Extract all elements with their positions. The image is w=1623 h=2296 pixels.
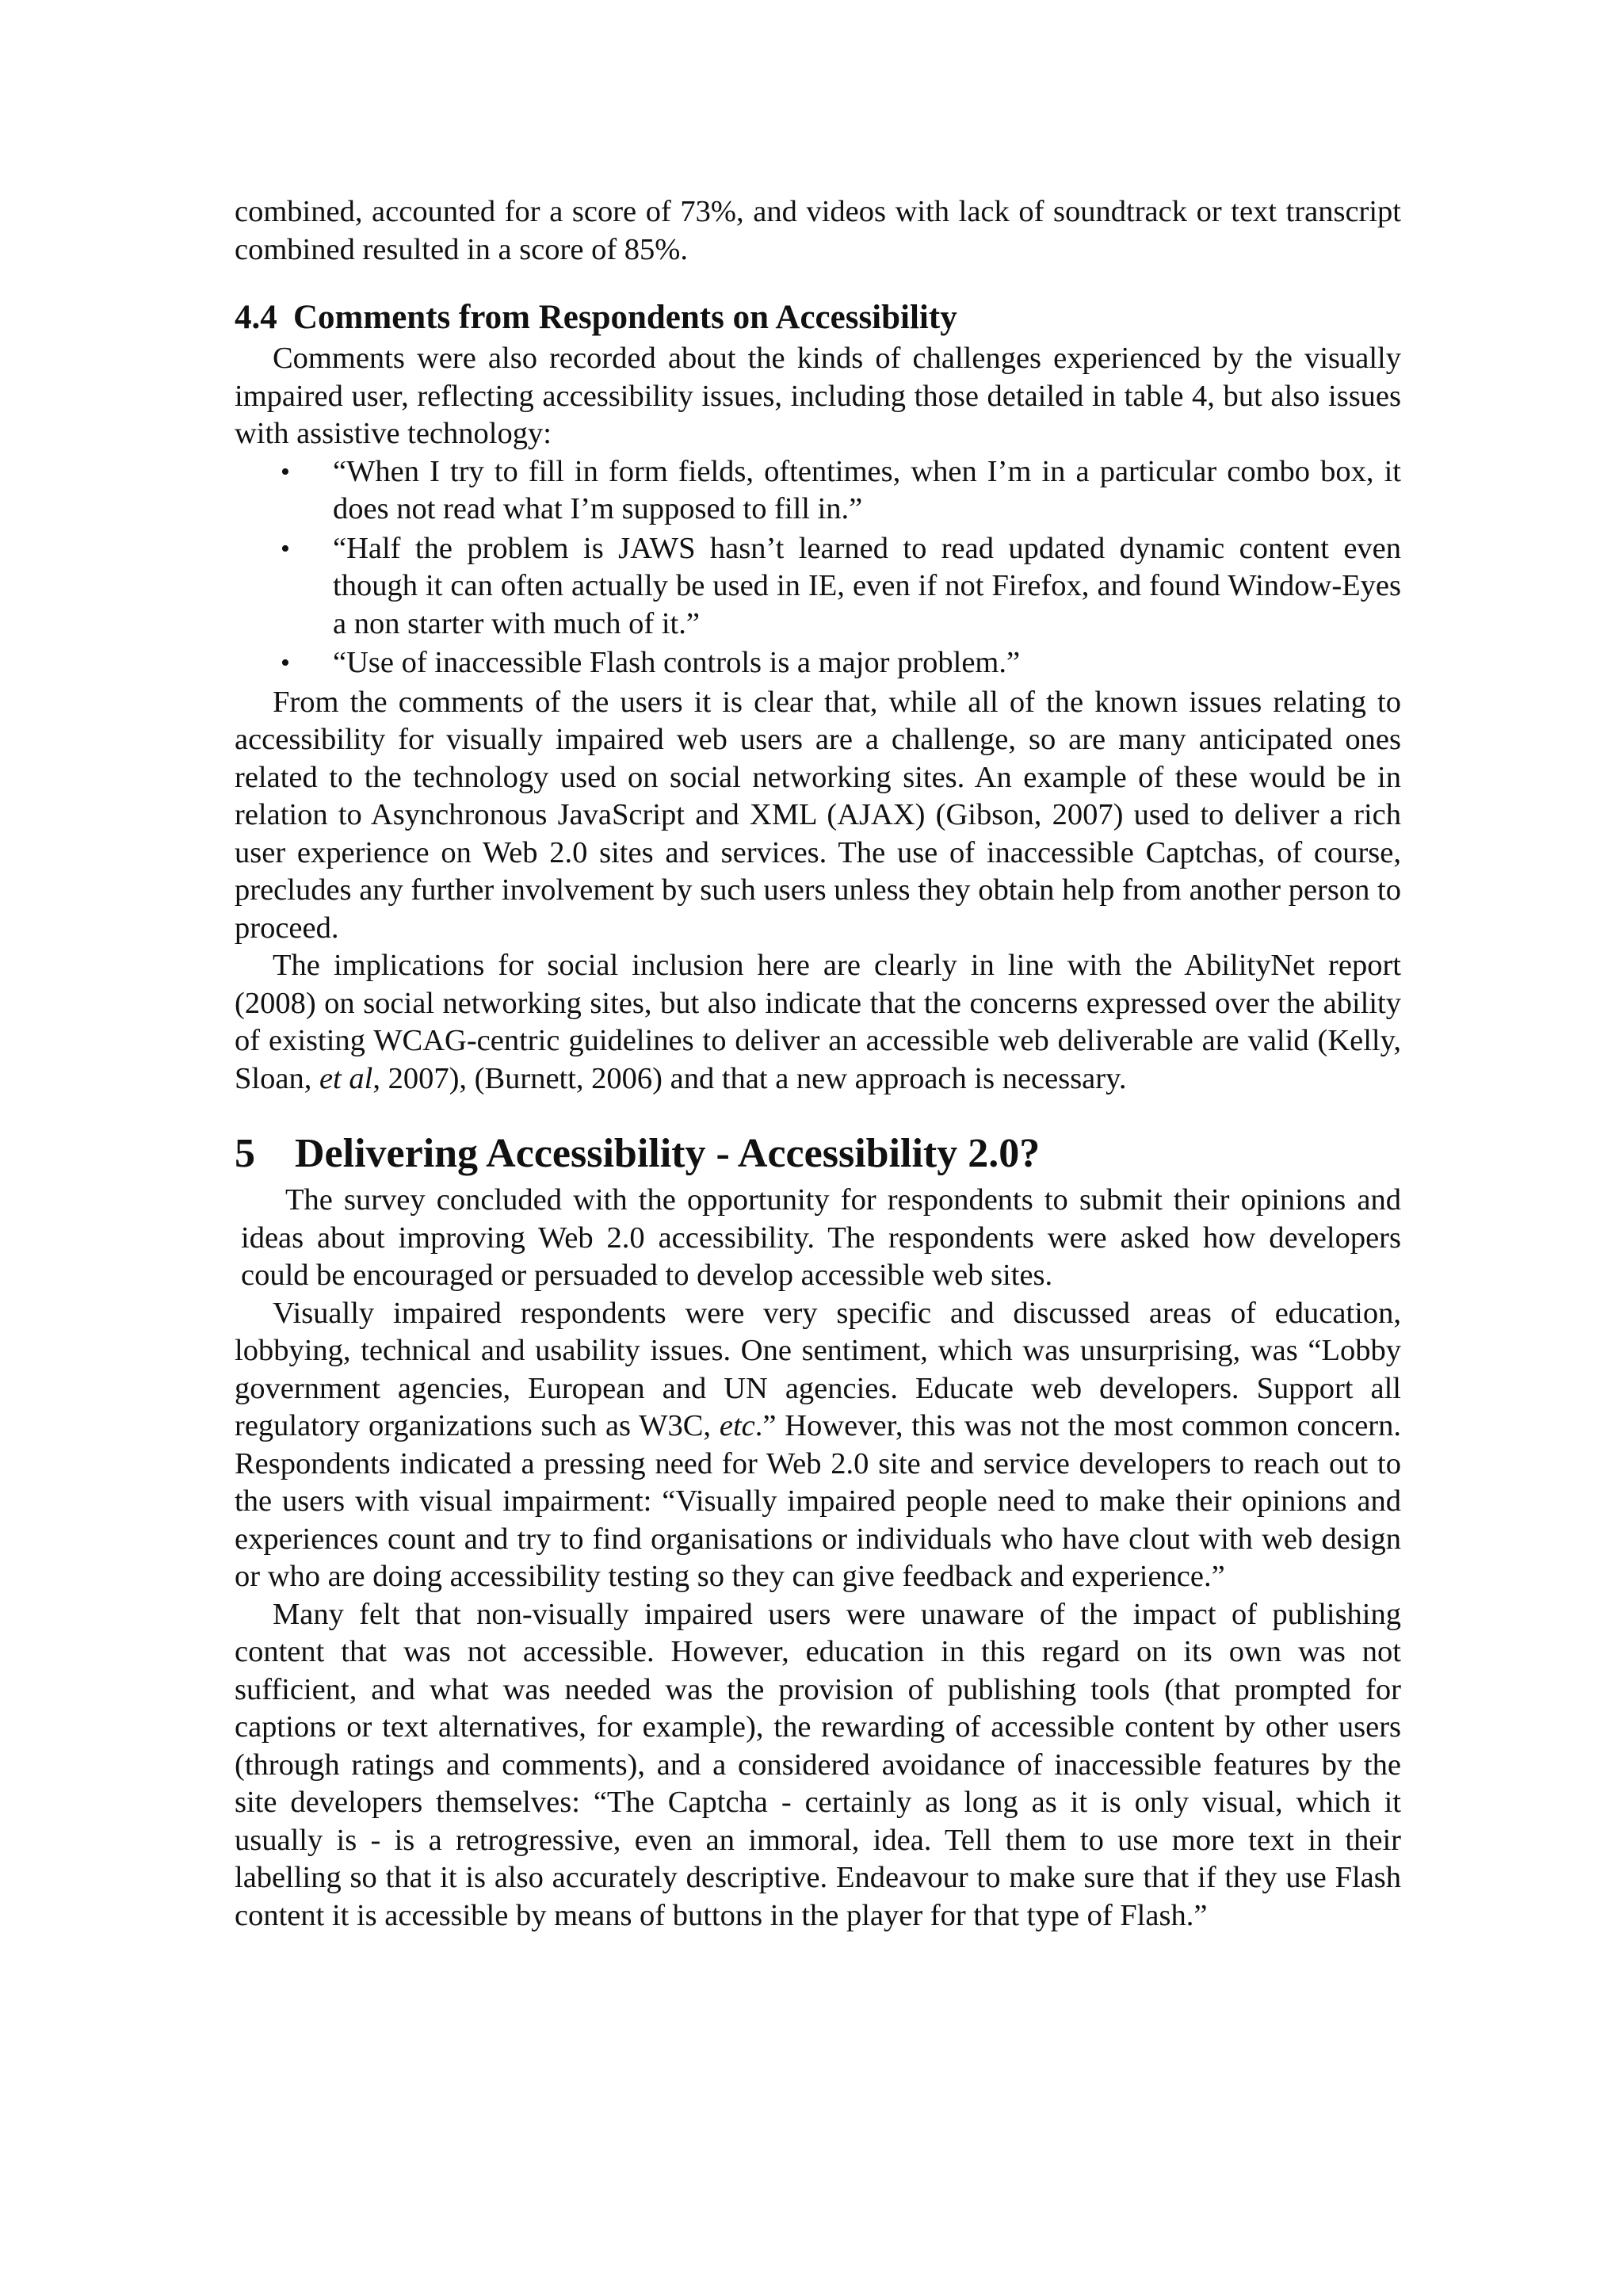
paper-page (235, 193, 1401, 1935)
section-4-4-paragraph-3 (235, 947, 1401, 1098)
bullet-icon: • (281, 457, 290, 487)
list-item-text: “Half the problem is JAWS hasn’t learned to read updated dynamic content even though it can often actually be used in IE, even if not Firefox, and found Window-Eyes a non starter with much of it.” (333, 531, 1401, 640)
list-item (235, 453, 1401, 529)
bullet-icon: • (281, 533, 290, 563)
section-4-4-paragraph-1: Comments were also recorded about the kinds of challenges experienced by the visually impaired user, reflecting accessibility issues, including those detailed in table 4, but also issues with assistive technology: (235, 342, 1401, 450)
paragraph-text: Visually impaired respondents were very specific and discussed areas of education, lobbying, technical and usability issues. One sentiment, which was unsurprising, was “Lobby government agencies, European and UN agencies. Educate web developers. Support all regulatory organizations such as W3C, (235, 1296, 1401, 1442)
section-number: 5 (235, 1131, 255, 1176)
section-number: 4.4 (235, 299, 277, 336)
bullet-icon: • (281, 648, 290, 678)
section-4-4-paragraph-2: From the comments of the users it is clear that, while all of the known issues relating to accessibility for visually impaired web users are a challenge, so are many anticipated ones related to the technology used on social networking sites. An example of these would be in relation to Asynchronous JavaScript and XML (AJAX) (Gibson, 2007) used to deliver a rich user experience on Web 2.0 sites and services. The use of inaccessible Captchas, of course, precludes any further involvement by such users unless they obtain help from another person to proceed. (235, 685, 1401, 945)
paragraph-text: , 2007), (Burnett, 2006) and that a new approach is necessary. (372, 1061, 1127, 1095)
list-item (235, 644, 1401, 682)
section-5-paragraph-2 (235, 1295, 1401, 1596)
intro-paragraph: combined, accounted for a score of 73%, and videos with lack of soundtrack or text transcript combined resulted in a score of 85%. (235, 195, 1401, 266)
section-title: Comments from Respondents on Accessibility (293, 299, 957, 336)
list-item (235, 530, 1401, 644)
italic-citation: et al (319, 1061, 373, 1095)
italic-abbreviation: etc (719, 1409, 755, 1442)
quote-list (235, 453, 1401, 682)
paragraph-text: .” However, this was not the most common concern. Respondents indicated a pressing need for Web 2.0 site and service developers to reach out to the users with visual impairment: “Visually impaired people need to make their opinions and experiences count and try to find organisations or individuals who have clout with web design or who are doing accessibility testing so they can give feedback and experience.” (235, 1409, 1402, 1593)
section-5-paragraph-1: The survey concluded with the opportunity for respondents to submit their opinions and ideas about improving Web 2.0 accessibility. The respondents were asked how developers could be encouraged or persuaded to develop accessible web sites. (241, 1183, 1401, 1292)
list-item-text: “Use of inaccessible Flash controls is a major problem.” (333, 646, 1021, 679)
section-title: Delivering Accessibility - Accessibility 2.0? (295, 1131, 1041, 1176)
section-4-4-heading (235, 297, 1401, 338)
paragraph-text: The implications for social inclusion here are clearly in line with the AbilityNet report (2008) on social networking sites, but also indicate that the concerns expressed over the ability of existing WCAG-centric guidelines to deliver an accessible web deliverable are valid (Kelly, Sloan, (235, 949, 1401, 1095)
list-item-text: “When I try to fill in form fields, oftentimes, when I’m in a particular combo box, it does not read what I’m supposed to fill in.” (333, 454, 1401, 525)
section-5-paragraph-3: Many felt that non-visually impaired users were unaware of the impact of publishing content that was not accessible. However, education in this regard on its own was not sufficient, and what was needed was the provision of publishing tools (that prompted for captions or text alternatives, for example), the rewarding of accessible content by other users (through ratings and comments), and a considered avoidance of inaccessible features by the site developers themselves: “The Captcha - certainly as long as it is only visual, which it usually is - is a retrogressive, even an immoral, idea. Tell them to use more text in their labelling so that it is also accurately descriptive. Endeavour to make sure that if they use Flash content it is accessible by means of buttons in the player for that type of Flash.” (235, 1597, 1401, 1932)
section-5-heading (235, 1129, 1401, 1179)
